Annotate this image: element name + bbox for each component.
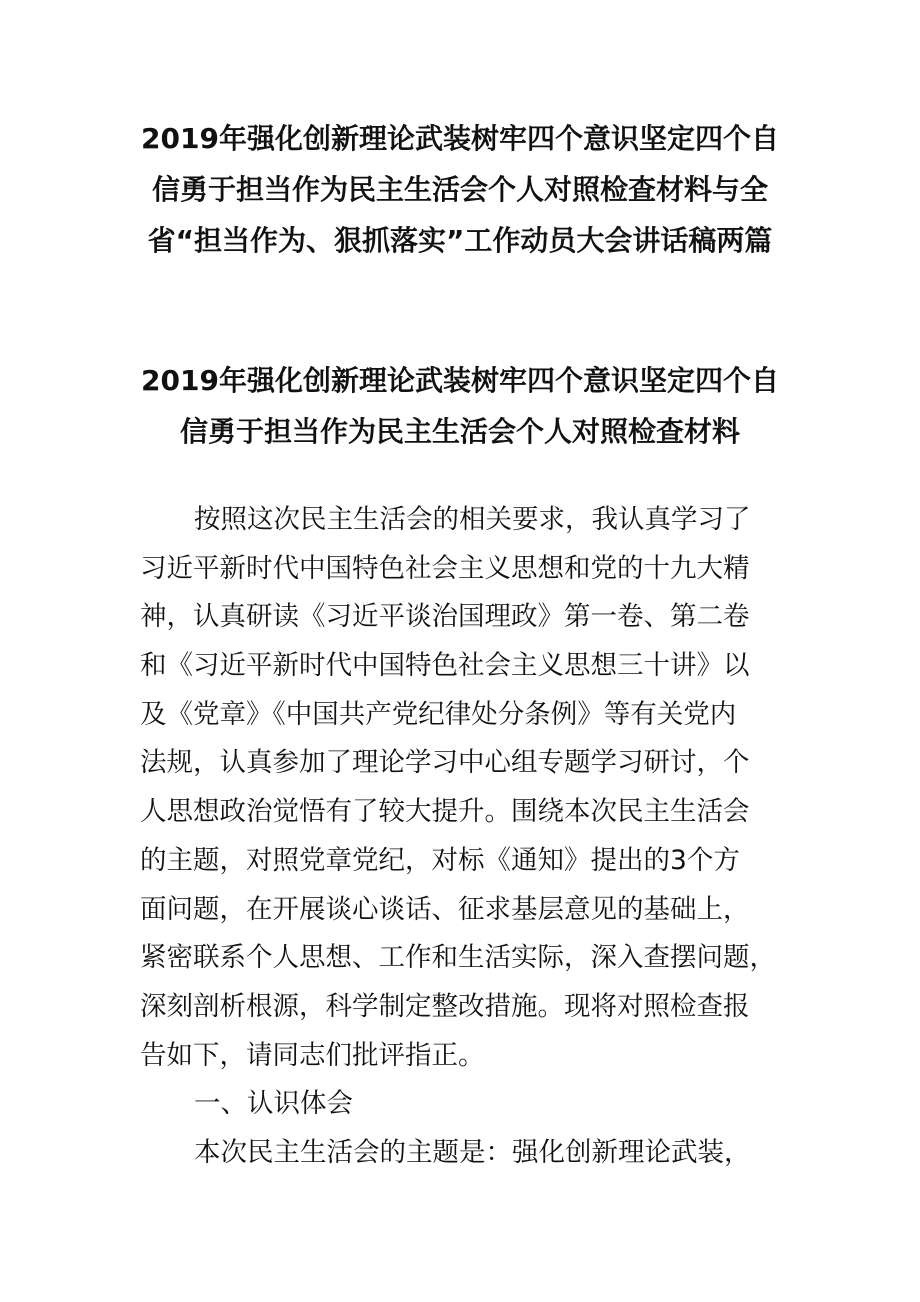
paragraph-line: 深刻剖析根源，科学制定整改措施。现将对照检查报 bbox=[140, 990, 750, 1022]
paragraph-line: 人思想政治觉悟有了较大提升。围绕本次民主生活会 bbox=[140, 796, 750, 828]
paragraph-line: 按照这次民主生活会的相关要求，我认真学习了 bbox=[194, 504, 751, 535]
main-title-line: 信勇于担当作为民主生活会个人对照检查材料与全 bbox=[151, 173, 768, 206]
paragraph-line: 和《习近平新时代中国特色社会主义思想三十讲》以 bbox=[140, 650, 750, 682]
paragraph-line: 本次民主生活会的主题是：强化创新理论武装， bbox=[194, 1136, 751, 1168]
paragraph-intro bbox=[140, 496, 780, 1080]
paragraph-line: 习近平新时代中国特色社会主义思想和党的十九大精 bbox=[140, 552, 750, 584]
main-title-line: 省“担当作为、狠抓落实”工作动员大会讲话稿两篇 bbox=[147, 224, 773, 257]
section-heading: 一、认识体会 bbox=[194, 1088, 353, 1120]
section-title-line: 信勇于担当作为民主生活会个人对照检查材料 bbox=[179, 415, 740, 448]
document-body bbox=[140, 496, 780, 1178]
paragraph-theme bbox=[140, 1129, 780, 1178]
paragraph-line: 及《党章》《中国共产党纪律处分条例》等有关党内 bbox=[140, 698, 737, 730]
main-title-line: 2019年强化创新理论武装树牢四个意识坚定四个自 bbox=[141, 122, 779, 155]
document-section-title bbox=[120, 355, 800, 457]
paragraph-line: 神，认真研读《习近平谈治国理政》第一卷、第二卷 bbox=[140, 601, 750, 633]
paragraph-line: 面问题，在开展谈心谈话、征求基层意见的基础上， bbox=[140, 893, 750, 925]
paragraph-line: 紧密联系个人思想、工作和生活实际，深入查摆问题， bbox=[140, 942, 776, 974]
paragraph-line: 法规，认真参加了理论学习中心组专题学习研讨，个 bbox=[140, 747, 750, 779]
paragraph-line: 的主题，对照党章党纪，对标《通知》提出的3个方 bbox=[140, 844, 740, 876]
paragraph-line: 告如下，请同志们批评指正。 bbox=[140, 1039, 485, 1071]
section-title-line: 2019年强化创新理论武装树牢四个意识坚定四个自 bbox=[141, 364, 779, 397]
document-main-title bbox=[120, 113, 800, 266]
